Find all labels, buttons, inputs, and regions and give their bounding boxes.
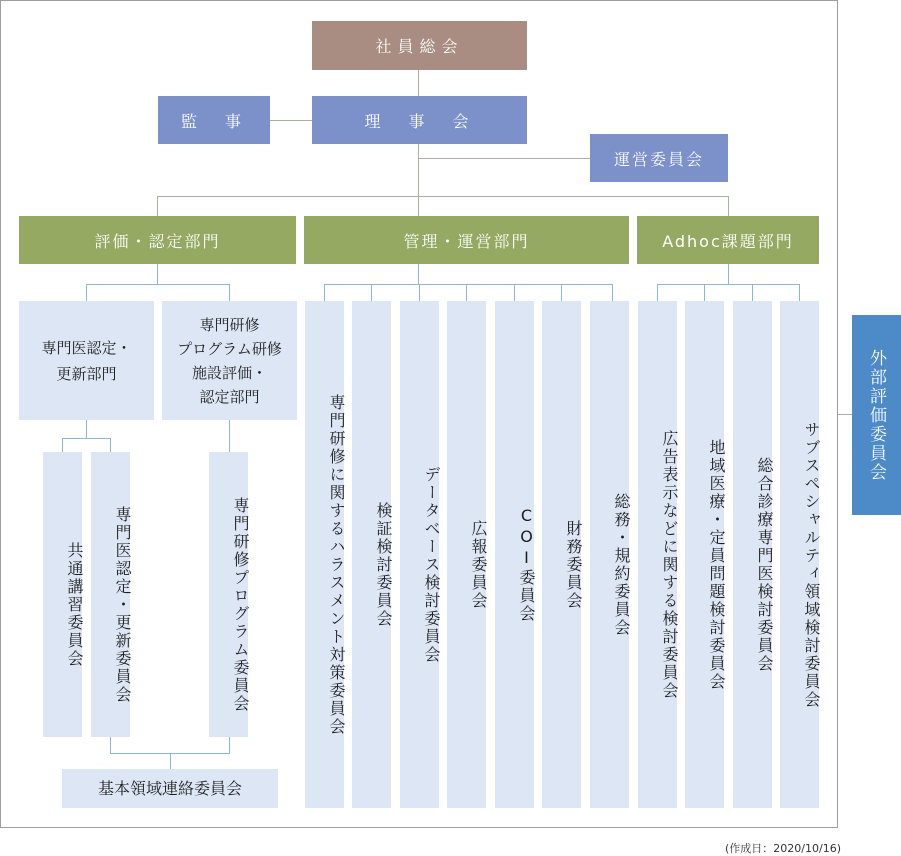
connector-mgmt-5: [514, 284, 515, 301]
public-relations-committee: 広報委員会: [447, 301, 486, 808]
connector-adhoc-1: [657, 284, 658, 301]
training-dept-line1: 専門研修: [199, 315, 260, 334]
verification-committee: 検証検討委員会: [352, 301, 391, 808]
connector-mgmt-1: [324, 284, 325, 301]
training-program-committee: 専門研修プログラム委員会: [209, 452, 248, 737]
connector-eval-right: [229, 284, 230, 301]
connector-mgmt-6: [561, 284, 562, 301]
connector-adhoc-2: [704, 284, 705, 301]
general-practice-committee: 総合診療専門医検討委員会: [733, 301, 772, 808]
connector-train-down: [229, 420, 230, 452]
training-dept-line3: 施設評価・: [191, 363, 267, 382]
connector-eval-left: [86, 284, 87, 301]
general-meeting-box: 社員総会: [312, 21, 527, 70]
specialist-dept-line1: 専門医認定・: [41, 338, 132, 357]
created-date: (作成日：2020/10/16): [725, 842, 841, 855]
connector-adhoc-4: [799, 284, 800, 301]
connector-meeting-board: [418, 70, 419, 96]
connector-division-mgmt: [418, 196, 419, 216]
common-lecture-committee: 共通講習委員会: [43, 452, 82, 737]
board-box: 理 事 会: [312, 96, 527, 144]
connector-auditor-board: [270, 120, 312, 121]
connector-spec-left: [62, 438, 63, 452]
connector-liaison-right: [229, 737, 230, 753]
connector-board-trunk: [418, 144, 419, 196]
connector-mgmt-3: [419, 284, 420, 301]
specialist-dept-line2: 更新部門: [56, 364, 117, 383]
connector-spec-bar: [62, 438, 111, 439]
connector-mgmt-7: [612, 284, 613, 301]
training-dept-line4: 認定部門: [199, 387, 260, 406]
database-committee: データベース検討委員会: [400, 301, 439, 808]
basic-liaison-committee: 基本領域連絡委員会: [62, 769, 278, 808]
connector-adhoc-bar: [657, 284, 800, 285]
connector-mgmt-4: [466, 284, 467, 301]
auditor-box: 監 事: [158, 96, 270, 144]
connector-mgmt-2: [371, 284, 372, 301]
regional-medicine-committee: 地域医療・定員問題検討委員会: [685, 301, 724, 808]
division-evaluation: 評価・認定部門: [19, 216, 296, 264]
connector-division-eval: [157, 196, 158, 216]
connector-spec-down: [86, 420, 87, 438]
finance-committee: 財務委員会: [542, 301, 581, 808]
external-evaluation-committee: 外部評価委員会: [852, 315, 901, 515]
subspecialty-committee: サブスペシャルティ領域検討委員会: [780, 301, 819, 808]
specialist-certification-dept: [19, 301, 154, 420]
training-program-dept: [162, 301, 297, 420]
advertising-committee: 広告表示などに関する検討委員会: [638, 301, 677, 808]
harassment-committee: 専門研修に関するハラスメント対策委員会: [305, 301, 344, 808]
connector-division-bar: [157, 196, 729, 197]
connector-adhoc-3: [752, 284, 753, 301]
connector-eval-bar: [86, 284, 229, 285]
connector-adhoc-down: [728, 264, 729, 284]
connector-liaison-left: [110, 737, 111, 753]
connector-mgmt-down: [418, 264, 419, 284]
coi-committee: COI委員会: [495, 301, 534, 808]
connector-external: [838, 414, 852, 415]
connector-division-adhoc: [728, 196, 729, 216]
connector-steering: [418, 158, 590, 159]
connector-eval-down: [157, 264, 158, 284]
division-management: 管理・運営部門: [304, 216, 629, 264]
specialist-renewal-committee: 専門医認定・更新委員会: [91, 452, 130, 737]
connector-liaison-down: [170, 753, 171, 769]
connector-mgmt-bar: [324, 284, 613, 285]
general-affairs-committee: 総務・規約委員会: [590, 301, 629, 808]
connector-spec-right: [110, 438, 111, 452]
training-dept-line2: プログラム研修: [177, 339, 282, 358]
division-adhoc: Adhoc課題部門: [637, 216, 819, 264]
steering-committee-box: 運営委員会: [590, 134, 728, 182]
